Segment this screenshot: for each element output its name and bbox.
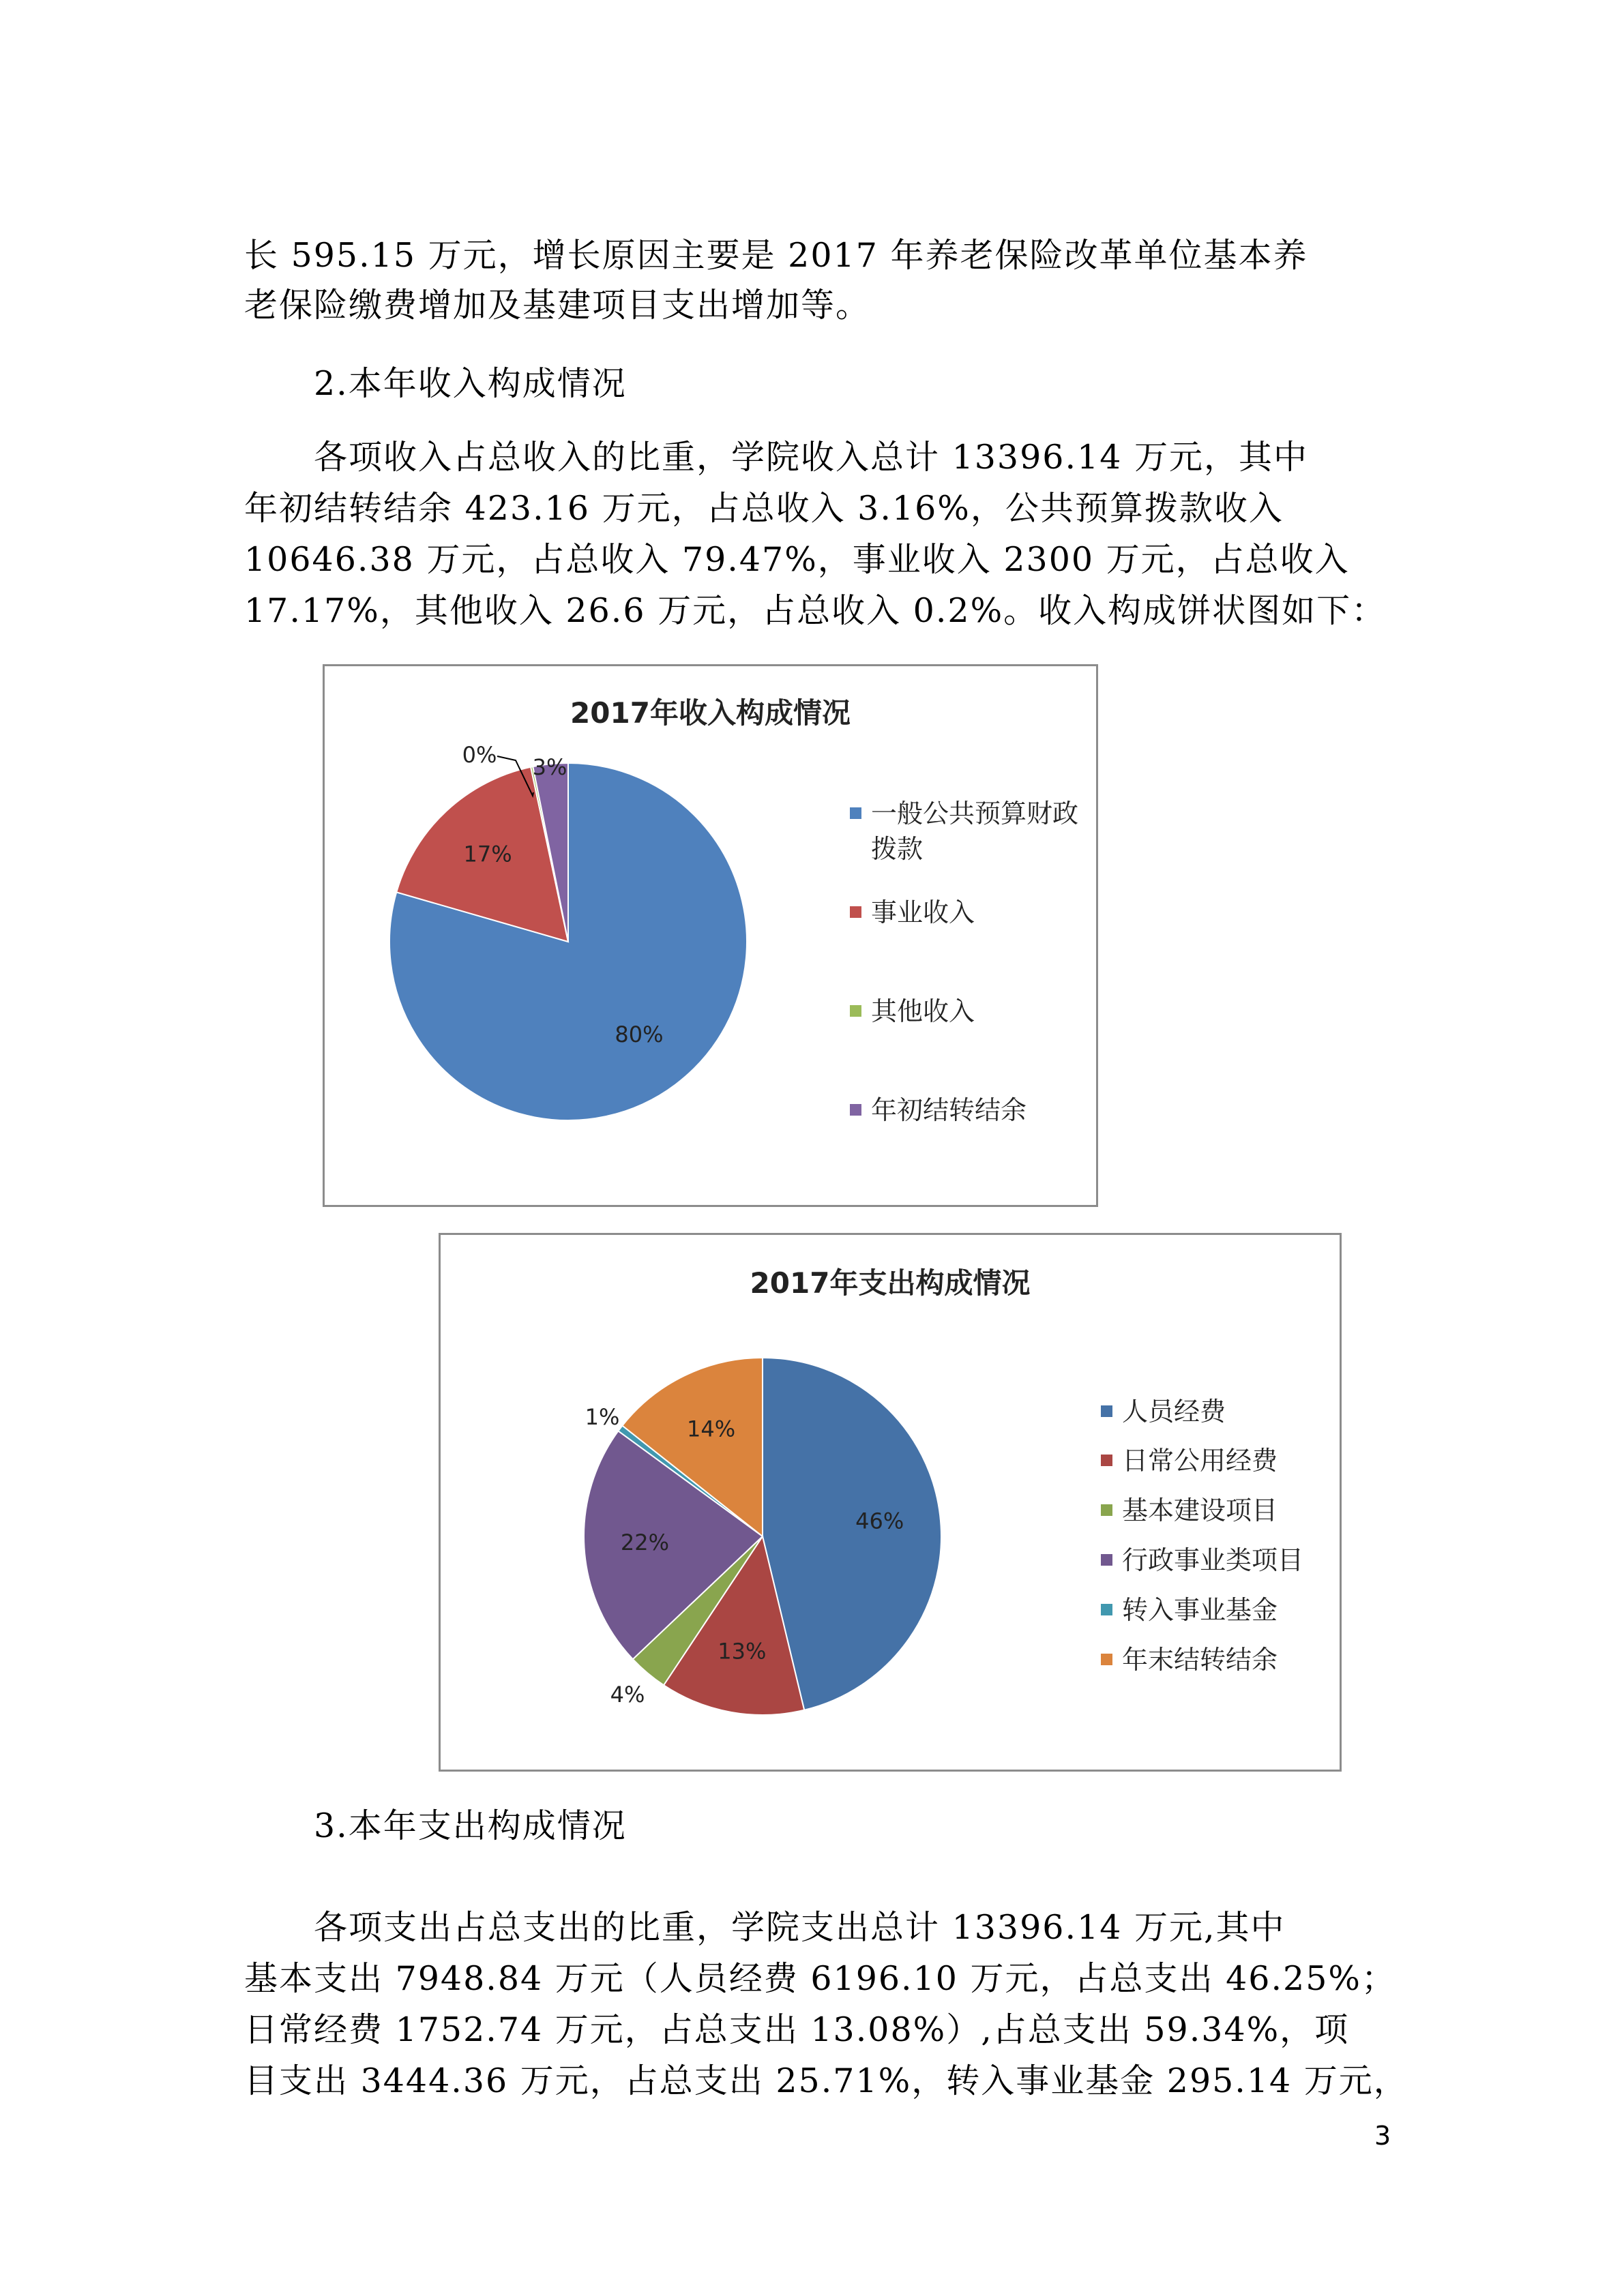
legend-item (850, 1092, 1027, 1128)
section-heading: 3.本年支出构成情况 (314, 1806, 627, 1845)
paragraph-line: 长 595.15 万元，增长原因主要是 2017 年养老保险改革单位基本养 (244, 236, 1308, 275)
slice-label-1: 17% (463, 841, 512, 867)
legend-label: 基本建设项目 (1122, 1495, 1278, 1525)
legend-item (1101, 1642, 1278, 1678)
page-number: 3 (1374, 2121, 1391, 2151)
slice-label-5: 14% (687, 1416, 736, 1442)
chart-title: 2017年支出构成情况 (750, 1266, 1031, 1300)
legend-label: 行政事业类项目 (1122, 1545, 1304, 1575)
legend-item (850, 796, 1078, 867)
legend-item (850, 994, 975, 1029)
legend-swatch (1101, 1504, 1112, 1516)
slice-label-2: 0% (462, 742, 497, 768)
slice-label-3: 3% (532, 754, 567, 780)
slice-label-0: 46% (855, 1508, 904, 1534)
expense-pie-chart (439, 1233, 1342, 1772)
legend-swatch (1101, 1405, 1112, 1417)
paragraph-line: 10646.38 万元，占总收入 79.47%，事业收入 2300 万元，占总收入 (244, 540, 1350, 579)
legend-label: 拨款 (871, 834, 924, 864)
legend-swatch (850, 1005, 861, 1017)
legend-swatch (1101, 1554, 1112, 1566)
legend-swatch (1101, 1604, 1112, 1615)
legend-item (1101, 1542, 1303, 1578)
chart-title: 2017年收入构成情况 (570, 696, 851, 730)
legend-swatch (850, 906, 861, 918)
paragraph-line: 各项支出占总支出的比重，学院支出总计 13396.14 万元,其中 (314, 1908, 1286, 1947)
legend-swatch (1101, 1455, 1112, 1466)
paragraph-line: 年初结转结余 423.16 万元，占总收入 3.16%，公共预算拨款收入 (244, 489, 1284, 528)
paragraph-line: 老保险缴费增加及基建项目支出增加等。 (244, 286, 871, 325)
legend-item (1101, 1394, 1226, 1429)
paragraph-line: 17.17%，其他收入 26.6 万元，占总收入 0.2%。收入构成饼状图如下： (244, 591, 1387, 630)
legend-swatch (1101, 1654, 1112, 1665)
legend-label: 人员经费 (1122, 1397, 1226, 1427)
slice-label-3: 22% (620, 1530, 669, 1556)
legend-label: 年末结转结余 (1122, 1645, 1278, 1675)
paragraph-line: 日常经费 1752.74 万元，占总支出 13.08%）,占总支出 59.34%，项 (244, 2010, 1350, 2049)
legend-label: 转入事业基金 (1122, 1595, 1278, 1625)
legend-item (1101, 1592, 1278, 1628)
legend-label: 其他收入 (871, 996, 975, 1026)
slice-label-0: 80% (615, 1022, 664, 1048)
legend-item (1101, 1443, 1278, 1478)
legend-swatch (850, 1104, 861, 1116)
slice-label-4: 1% (585, 1404, 620, 1430)
slice-label-2: 4% (610, 1682, 645, 1708)
legend-swatch (850, 807, 861, 819)
legend-item (1101, 1493, 1278, 1528)
legend-label: 事业收入 (871, 897, 975, 927)
paragraph-line: 各项收入占总收入的比重，学院收入总计 13396.14 万元，其中 (314, 438, 1308, 477)
legend-label: 日常公用经费 (1122, 1446, 1278, 1476)
paragraph-line: 目支出 3444.36 万元，占总支出 25.71%，转入事业基金 295.14 万元， (244, 2061, 1408, 2100)
slice-label-1: 13% (718, 1638, 767, 1665)
section-heading: 2.本年收入构成情况 (314, 364, 627, 403)
legend-label: 一般公共预算财政 (871, 799, 1079, 829)
income-pie-chart (323, 664, 1098, 1207)
legend-label: 年初结转结余 (871, 1095, 1027, 1125)
paragraph-line: 基本支出 7948.84 万元（人员经费 6196.10 万元，占总支出 46.25%； (244, 1959, 1396, 1998)
legend-item (850, 895, 975, 930)
